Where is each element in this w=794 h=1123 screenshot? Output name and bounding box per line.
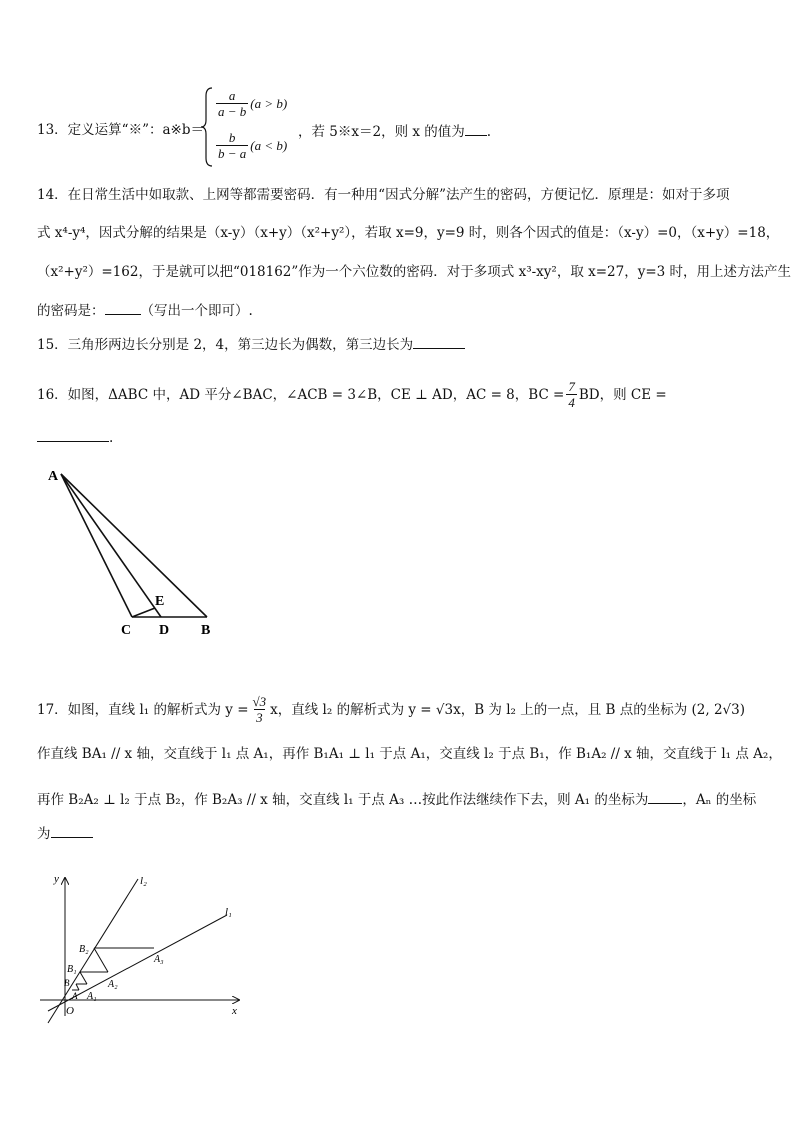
q17-graph-figure — [34, 868, 254, 1028]
q13-piecewise — [200, 86, 300, 168]
label-a: A — [72, 991, 78, 1001]
q13-suffix: ，若 5※x＝2，则 x 的值为 — [298, 124, 465, 140]
q14-line4: 的密码是： （写出一个即可）. — [37, 300, 253, 320]
label-a3: A₃ — [154, 954, 164, 965]
q17-line2: 作直线 BA₁ // x 轴，交直线于 l₁ 点 A₁，再作 B₁A₁ ⊥ l₁ 于点 A₁，交直线 l₂ 于点 B₁，作 B₁A₂ // x 轴，交直线于 l₁ 点 A₂， — [37, 746, 782, 762]
label-e: E — [155, 594, 165, 609]
q14-line1: 14．在日常生活中如取款、上网等都需要密码．有一种用“因式分解”法产生的密码，方便记忆．原理是：如对于多项 — [37, 187, 730, 203]
q13-suffix-line: ，若 5※x＝2，则 x 的值为 . — [298, 121, 491, 141]
q17-line3: 再作 B₂A₂ ⊥ l₂ 于点 B₂，作 B₂A₃ // x 轴，交直线 l₁ 于点 A₃ …按此作法继续作下去，则 A₁ 的坐标为 ，Aₙ 的坐标 — [37, 789, 756, 809]
label-b1: B₁ — [67, 964, 77, 975]
label-l1: l₁ — [225, 906, 232, 918]
label-b: B — [64, 978, 70, 988]
label-y: y — [54, 873, 59, 885]
label-b2: B₂ — [79, 944, 89, 955]
label-d: D — [159, 623, 170, 638]
label-c: C — [121, 623, 132, 638]
q16-answer-blank — [37, 427, 109, 442]
q13-case1-fraction: $\frac{a}{a - b}$ — [218, 88, 247, 119]
label-a2: A₂ — [108, 979, 118, 990]
q13 — [37, 121, 204, 139]
label-a: A — [48, 469, 59, 484]
q16-line: 16．如图，ΔABC 中，AD 平分∠BAC，∠ACB = 3∠B，CE ⊥ AD，AC = 8，BC = $\frac{7}{4}$ BD，则 CE = — [37, 379, 667, 410]
label-l2: l₂ — [140, 875, 147, 887]
q16-triangle-figure — [40, 462, 240, 642]
q13-case2-fraction: $\frac{b}{b - a}$ — [218, 130, 247, 161]
q13-case1-cond: (a > b) — [250, 95, 288, 111]
q13-prefix: 13．定义运算“※”：a※b＝ — [37, 122, 204, 138]
q17-line4: 为 — [37, 823, 93, 843]
brace-icon — [200, 86, 214, 168]
label-a1: A₁ — [87, 991, 97, 1002]
label-o: O — [66, 1005, 74, 1017]
label-x: x — [232, 1005, 237, 1017]
q17-fraction: $\frac{√3}{3}$ — [252, 694, 267, 725]
q17-line1: 17．如图，直线 l₁ 的解析式为 y = $\frac{√3}{3}$ x，直线 l₂ 的解析式为 y = √3x，B 为 l₂ 上的一点，且 B 点的坐标为 (2, 2√3) — [37, 694, 746, 725]
q15-answer-blank — [413, 334, 465, 349]
q14-answer-blank — [105, 300, 141, 315]
q14-line2: 式 x⁴-y⁴，因式分解的结果是（x-y）（x+y）（x²+y²），若取 x=9，y=9 时，则各个因式的值是：（x-y）=0，（x+y）=18， — [37, 225, 780, 241]
q16-answer-line: . — [37, 427, 113, 447]
q14-line3: （x²+y²）=162，于是就可以把“018162”作为一个六位数的密码．对于多项式 x³-xy²，取 x=27，y=3 时，用上述方法产生 — [37, 264, 792, 280]
q17-a1-blank — [648, 789, 682, 804]
q13-case2-cond: (a < b) — [250, 137, 288, 153]
label-b: B — [201, 623, 211, 638]
q13-answer-blank — [465, 121, 487, 136]
q15-line: 15．三角形两边长分别是 2，4，第三边长为偶数，第三边长为 — [37, 334, 465, 354]
q16-fraction: $\frac{7}{4}$ — [568, 379, 575, 410]
q17-an-blank — [51, 823, 93, 838]
